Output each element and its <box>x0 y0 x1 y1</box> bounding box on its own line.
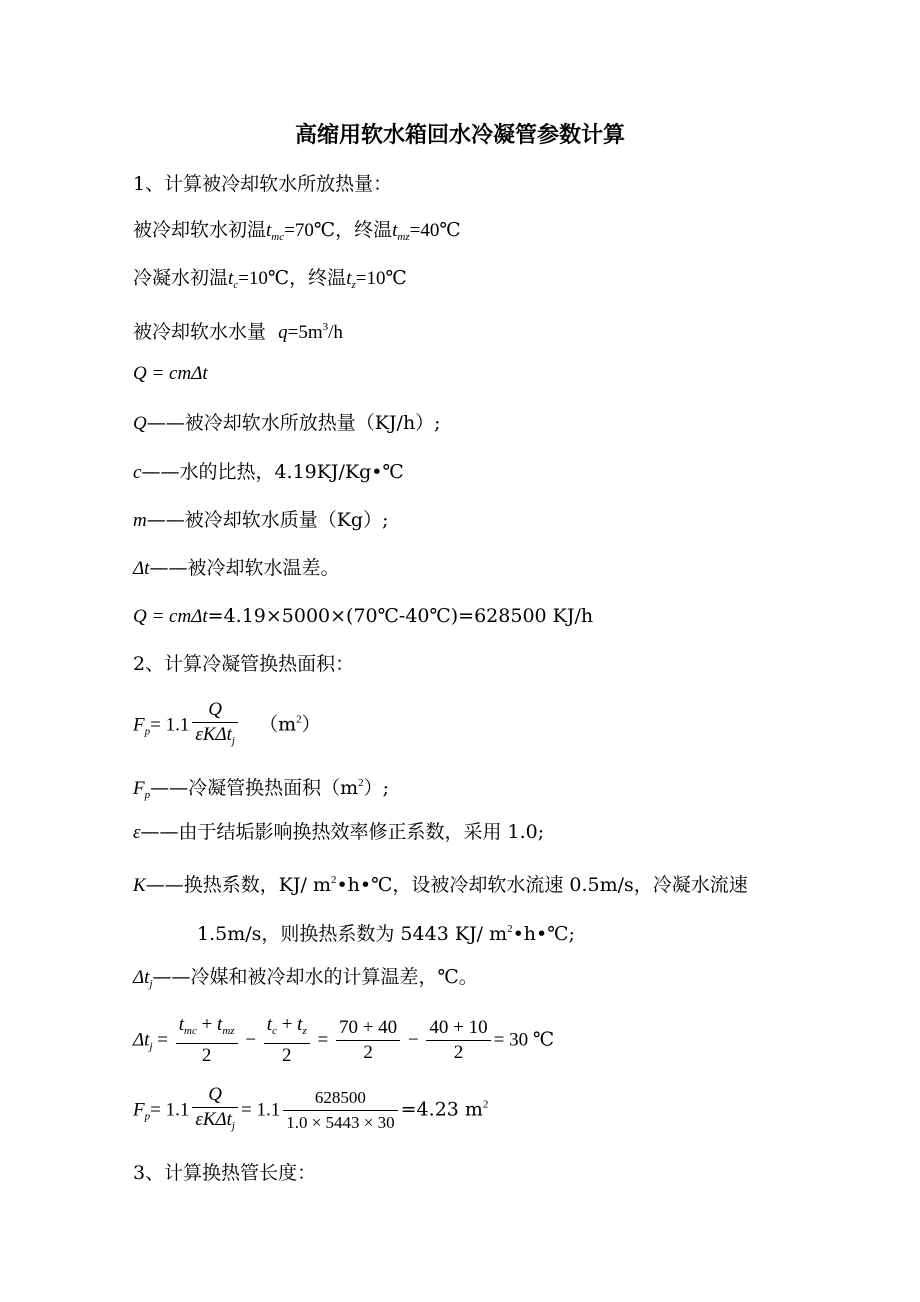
definition-delta-tj: $\Delta t_j——$冷媒和被冷却水的计算温差，℃。 <box>133 966 478 990</box>
definition-Q: Q——被冷却软水所放热量（KJ/h）; <box>133 412 441 434</box>
definition-F: $F_p——$冷凝管换热面积$(m^2)$; <box>133 777 390 801</box>
area-fraction-numeric: $\frac{628500}{1.0 \times 5443 \times 30}$ <box>283 1086 397 1135</box>
page-title: 高缩用软水箱回水冷凝管参数计算 <box>294 123 625 148</box>
heat-calculation: Q = cmΔt=4.19×5000×(70℃-40℃)=628500 KJ/h <box>133 605 594 627</box>
condensate-temperature-line: 冷凝水初温$t_c=10℃$，终温$t_z=10℃$ <box>133 267 407 291</box>
temperature-difference-calculation: $\Delta t_j$ = $\frac{t_{mc} + t_{mz}}{2}$ − $\frac{t_c + t_z}{2}$ = $\frac{70 + 40}{2}$ − $\frac{40 + 10}{2}$ = 30 ℃ <box>133 1014 555 1066</box>
definition-delta-t: Δt——被冷却软水温差。 <box>133 557 340 579</box>
flow-rate-line: 被冷却软水水量 $q=5m^3/h$ <box>133 321 343 343</box>
area-formula: $F_p= 1.1$ $\frac{Q}{\varepsilon K\Delta t_j}$ $(m^2)$ <box>133 698 321 753</box>
heat-formula: Q = cmΔt <box>133 363 208 384</box>
section-3-heading: 3、计算换热管长度： <box>133 1162 317 1184</box>
section-1-heading: 1、计算被冷却软水所放热量： <box>133 173 393 195</box>
soft-water-temperature-line: 被冷却软水初温$t_{mc}=70℃$，终温$t_{mz}=40℃$ <box>133 219 461 243</box>
section-2-heading: 2、计算冷凝管换热面积： <box>133 653 355 675</box>
definition-epsilon: ε——由于结垢影响换热效率修正系数，采用 1.0; <box>133 821 545 843</box>
definition-K-continued: 1.5m/s，则换热系数为 5443 KJ/ $m^2•h•℃$; <box>197 923 575 945</box>
fraction-40-10: $\frac{40 + 10}{2}$ <box>426 1016 490 1065</box>
fraction-70-40: $\frac{70 + 40}{2}$ <box>336 1016 400 1065</box>
definition-c: c——水的比热，4.19KJ/Kg•℃ <box>133 461 404 483</box>
fraction-t-mc-mz: $\frac{t_{mc} + t_{mz}}{2}$ <box>176 1013 238 1068</box>
area-fraction-symbolic: $\frac{Q}{\varepsilon K\Delta t_j}$ <box>192 1083 238 1138</box>
definition-K: K——换热系数，KJ/ $m^2•h•℃$，设被冷却软水流速 0.5m/s，冷凝水流速 <box>133 874 748 896</box>
area-fraction: $\frac{Q}{\varepsilon K\Delta t_j}$ <box>192 698 238 753</box>
fraction-t-c-z: $\frac{t_c + t_z}{2}$ <box>264 1013 310 1068</box>
area-calculation: $F_p= 1.1$ $\frac{Q}{\varepsilon K\Delta t_j}$ = 1.1 $\frac{628500}{1.0 \times 5443 \times 30}$ =4.23 $m^2$ <box>133 1083 488 1138</box>
definition-m: m——被冷却软水质量（Kg）; <box>133 509 389 531</box>
